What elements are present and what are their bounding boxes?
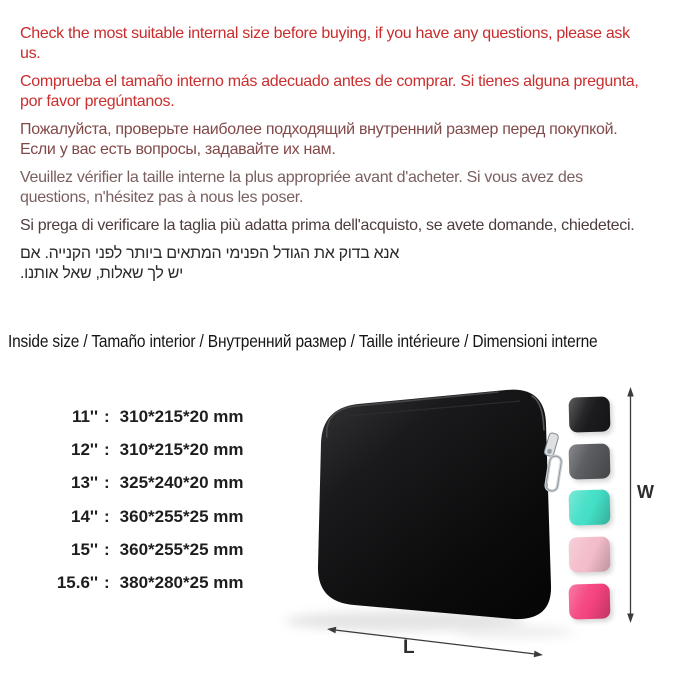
size-value: 360*255*25 mm [119,506,244,526]
size-label: 11'' [71,407,98,426]
color-swatch-teal [569,489,611,525]
notice-paragraph-russian: Пожалуйста, проверьте наиболее подходящий внутренний размер перед покупкой. Если у вас есть вопросы, задавайте их нам. [20,121,618,158]
size-label: 15.6'' [56,573,98,593]
hebrew-line-2: .ונתוא לאש ,תולאש ךל שי [20,265,183,282]
color-swatch-gray [569,443,611,479]
size-value: 310*215*20 mm [119,440,244,460]
size-separator: : [104,573,110,593]
size-separator: : [104,506,110,526]
color-swatch-light-pink [569,536,611,572]
size-label: 13'' [71,473,98,493]
size-label: 15'' [71,539,98,559]
notice-paragraph-english: Check the most suitable internal size before buying, if you have any questions, please ask us. [20,25,630,62]
size-separator: : [104,407,110,426]
inside-size-header: Inside size / Tamaño interior / Внутренний размер / Taille intérieure / Dimensioni interne [8,331,598,351]
color-swatch-hot-pink [569,583,611,619]
width-dimension-label: W [637,482,654,502]
notice-paragraph-italian: Si prega di verificare la taglia più adatta prima dell'acquisto, se avete domande, chiedeteci. [20,217,635,234]
size-separator: : [104,539,110,559]
size-label: 12'' [71,440,98,460]
sleeve-shadow-right [455,625,575,639]
size-separator: : [104,473,110,493]
notice-paragraph-french: Veuillez vérifier la taille interne la plus appropriée avant d'acheter. Si vous avez des questions, n'hésitez pas à nous les poser. [20,169,583,206]
color-swatch-black [569,396,611,432]
notice-paragraph-spanish: Comprueba el tamaño interno más adecuado antes de comprar. Si tienes alguna pregunta, por favor pregúntanos. [20,73,639,110]
sleeve-body [318,390,551,619]
width-arrow [627,387,634,623]
size-value: 360*255*25 mm [119,539,244,559]
size-label: 14'' [71,506,98,526]
size-value: 380*280*25 mm [119,573,244,593]
size-value: 310*215*20 mm [119,407,244,426]
length-dimension-label: L [403,637,415,658]
hebrew-line-1: םא .היינקה ינפל רתויב םיאתמה ימינפה לדוגה תא קודב אנא [20,245,400,262]
size-separator: : [104,440,110,460]
size-value: 325*240*20 mm [119,473,244,493]
